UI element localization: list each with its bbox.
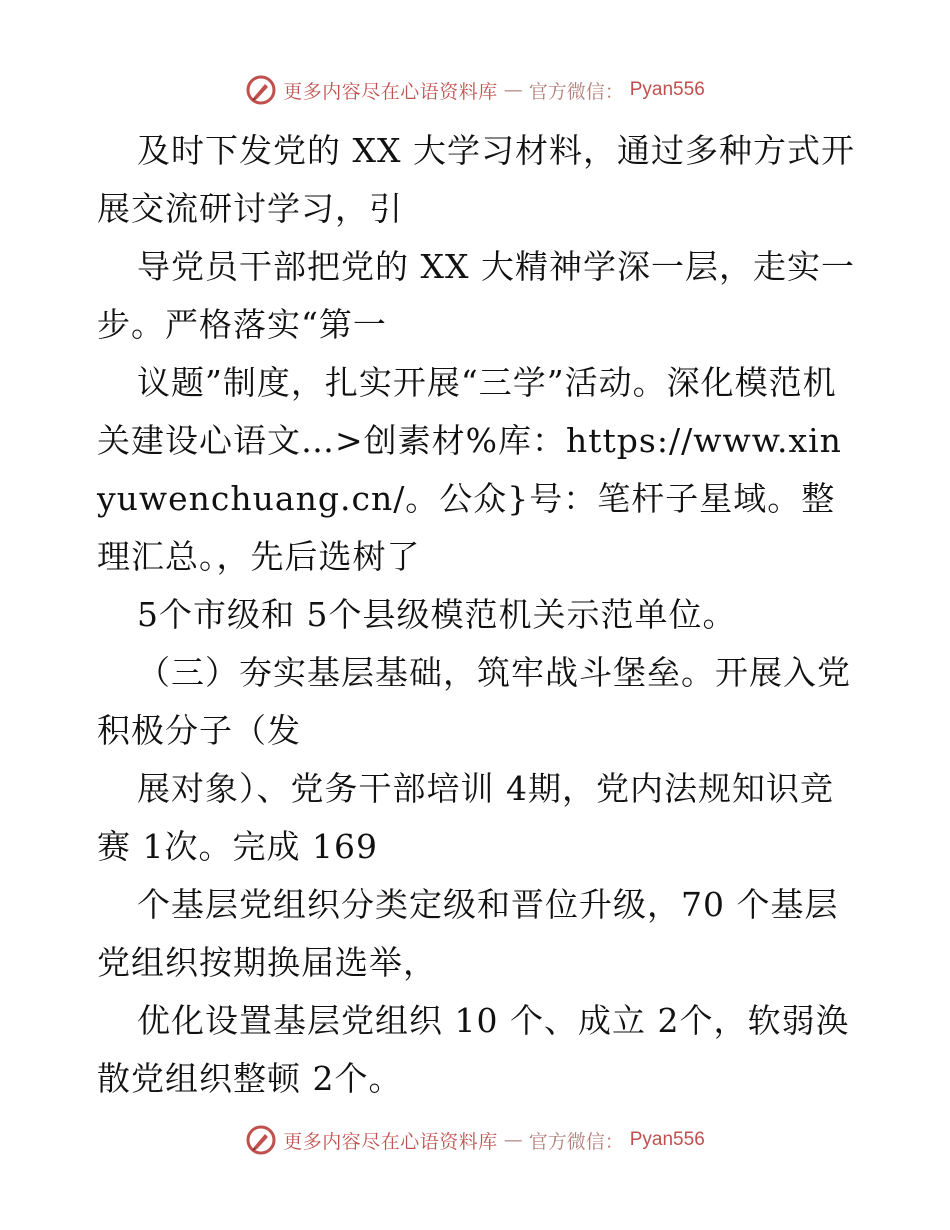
banner-separator: — [503, 1129, 523, 1151]
paragraph: 个基层党组织分类定级和晋位升级，70 个基层党组织按期换届选举， [97, 885, 839, 982]
document-body [97, 122, 857, 1108]
paragraph: 及时下发党的 XX 大学习材料，通过多种方式开展交流研讨学习，引 [97, 131, 855, 228]
banner-wechat-id: Pyan556 [629, 79, 705, 100]
banner-separator: — [503, 79, 523, 101]
paragraph: 议题”制度，扎实开展“三学”活动。深化模范机关建设心语文…>创素材%库：https://www.xinyuwenchuang.cn/。公众}号：笔杆子星域。整理汇总。，先后选树了 [97, 363, 842, 576]
paragraph: 展对象）、党务干部培训 4期，党内法规知识竞赛 1次。完成 169 [97, 769, 834, 866]
banner-wechat-label: 官方微信： [528, 1130, 624, 1153]
pen-logo-icon [245, 74, 277, 106]
paragraph: 优化设置基层党组织 10 个、成立 2个，软弱涣散党组织整顿 2个。 [97, 1001, 850, 1098]
banner-wechat-label: 官方微信： [528, 80, 624, 103]
banner-title: 更多内容尽在心语资料库 [283, 1130, 498, 1153]
paragraph: 5个市级和 5个县级模范机关示范单位。 [137, 595, 737, 634]
banner-title: 更多内容尽在心语资料库 [283, 80, 498, 103]
banner-wechat-id: Pyan556 [629, 1129, 705, 1150]
footer-banner [0, 1120, 950, 1160]
paragraph: 导党员干部把党的 XX 大精神学深一层，走实一步。严格落实“第一 [97, 247, 855, 344]
pen-logo-icon [245, 1124, 277, 1156]
paragraph: （三）夯实基层基础，筑牢战斗堡垒。开展入党积极分子（发 [97, 653, 851, 750]
header-banner [0, 70, 950, 110]
